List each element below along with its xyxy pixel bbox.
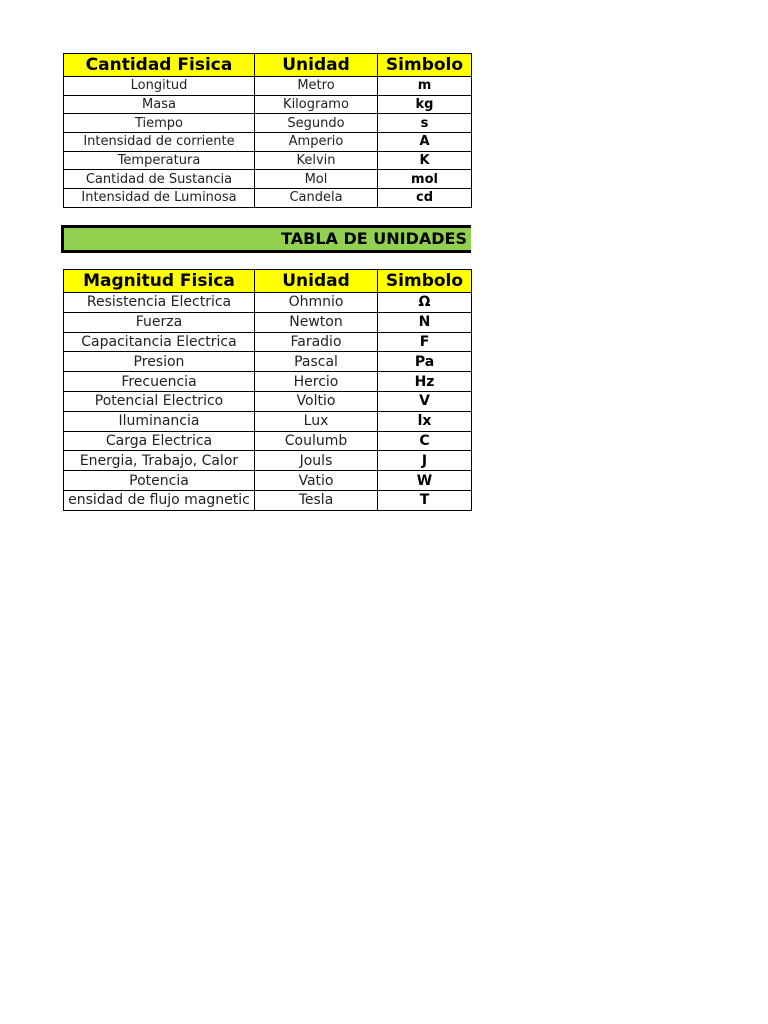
table-row <box>64 352 472 372</box>
quantity-cell: Intensidad de Luminosa <box>64 189 255 208</box>
unit-cell: Kilogramo <box>255 95 378 114</box>
header-symbol: Simbolo <box>378 54 472 77</box>
symbol-cell: N <box>378 312 472 332</box>
table-row <box>64 133 472 152</box>
table-header-row <box>64 54 472 77</box>
unit-cell: Amperio <box>255 133 378 152</box>
symbol-cell: kg <box>378 95 472 114</box>
symbol-cell: lx <box>378 411 472 431</box>
unit-cell: Mol <box>255 170 378 189</box>
derived-units-table <box>63 269 472 511</box>
table-row <box>64 332 472 352</box>
magnitude-cell: ensidad de flujo magnetic <box>64 490 255 510</box>
table-row <box>64 431 472 451</box>
unit-cell: Vatio <box>255 471 378 491</box>
magnitude-cell: Capacitancia Electrica <box>64 332 255 352</box>
symbol-cell: A <box>378 133 472 152</box>
unit-cell: Pascal <box>255 352 378 372</box>
units-table-banner <box>61 225 471 253</box>
symbol-cell: V <box>378 391 472 411</box>
table-row <box>64 312 472 332</box>
base-units-table <box>63 53 472 208</box>
quantity-cell: Masa <box>64 95 255 114</box>
quantity-cell: Tiempo <box>64 114 255 133</box>
unit-cell: Segundo <box>255 114 378 133</box>
quantity-cell: Cantidad de Sustancia <box>64 170 255 189</box>
symbol-cell: W <box>378 471 472 491</box>
table-row <box>64 451 472 471</box>
unit-cell: Voltio <box>255 391 378 411</box>
header-unit: Unidad <box>255 54 378 77</box>
symbol-cell: s <box>378 114 472 133</box>
symbol-cell: T <box>378 490 472 510</box>
symbol-cell: Ω <box>378 293 472 313</box>
unit-cell: Newton <box>255 312 378 332</box>
quantity-cell: Temperatura <box>64 151 255 170</box>
header-magnitude: Magnitud Fisica <box>64 270 255 293</box>
table-row <box>64 151 472 170</box>
symbol-cell: cd <box>378 189 472 208</box>
table-row <box>64 95 472 114</box>
symbol-cell: Hz <box>378 372 472 392</box>
unit-cell: Candela <box>255 189 378 208</box>
table-row <box>64 170 472 189</box>
header-unit: Unidad <box>255 270 378 293</box>
table-row <box>64 490 472 510</box>
unit-cell: Coulumb <box>255 431 378 451</box>
magnitude-cell: Iluminancia <box>64 411 255 431</box>
symbol-cell: K <box>378 151 472 170</box>
magnitude-cell: Potencia <box>64 471 255 491</box>
banner-title: TABLA DE UNIDADES <box>281 229 467 248</box>
magnitude-cell: Presion <box>64 352 255 372</box>
unit-cell: Faradio <box>255 332 378 352</box>
table-row <box>64 114 472 133</box>
symbol-cell: J <box>378 451 472 471</box>
symbol-cell: F <box>378 332 472 352</box>
header-quantity: Cantidad Fisica <box>64 54 255 77</box>
magnitude-cell: Fuerza <box>64 312 255 332</box>
magnitude-cell: Energia, Trabajo, Calor <box>64 451 255 471</box>
magnitude-cell: Potencial Electrico <box>64 391 255 411</box>
table-row <box>64 391 472 411</box>
unit-cell: Metro <box>255 77 378 96</box>
header-symbol: Simbolo <box>378 270 472 293</box>
table-header-row <box>64 270 472 293</box>
magnitude-cell: Carga Electrica <box>64 431 255 451</box>
quantity-cell: Intensidad de corriente <box>64 133 255 152</box>
table-row <box>64 471 472 491</box>
table-row <box>64 293 472 313</box>
magnitude-cell: Resistencia Electrica <box>64 293 255 313</box>
symbol-cell: C <box>378 431 472 451</box>
unit-cell: Hercio <box>255 372 378 392</box>
unit-cell: Lux <box>255 411 378 431</box>
table-row <box>64 189 472 208</box>
unit-cell: Jouls <box>255 451 378 471</box>
symbol-cell: mol <box>378 170 472 189</box>
symbol-cell: m <box>378 77 472 96</box>
quantity-cell: Longitud <box>64 77 255 96</box>
table-row <box>64 411 472 431</box>
magnitude-cell: Frecuencia <box>64 372 255 392</box>
symbol-cell: Pa <box>378 352 472 372</box>
table-row <box>64 372 472 392</box>
unit-cell: Tesla <box>255 490 378 510</box>
unit-cell: Ohmnio <box>255 293 378 313</box>
unit-cell: Kelvin <box>255 151 378 170</box>
table-row <box>64 77 472 96</box>
